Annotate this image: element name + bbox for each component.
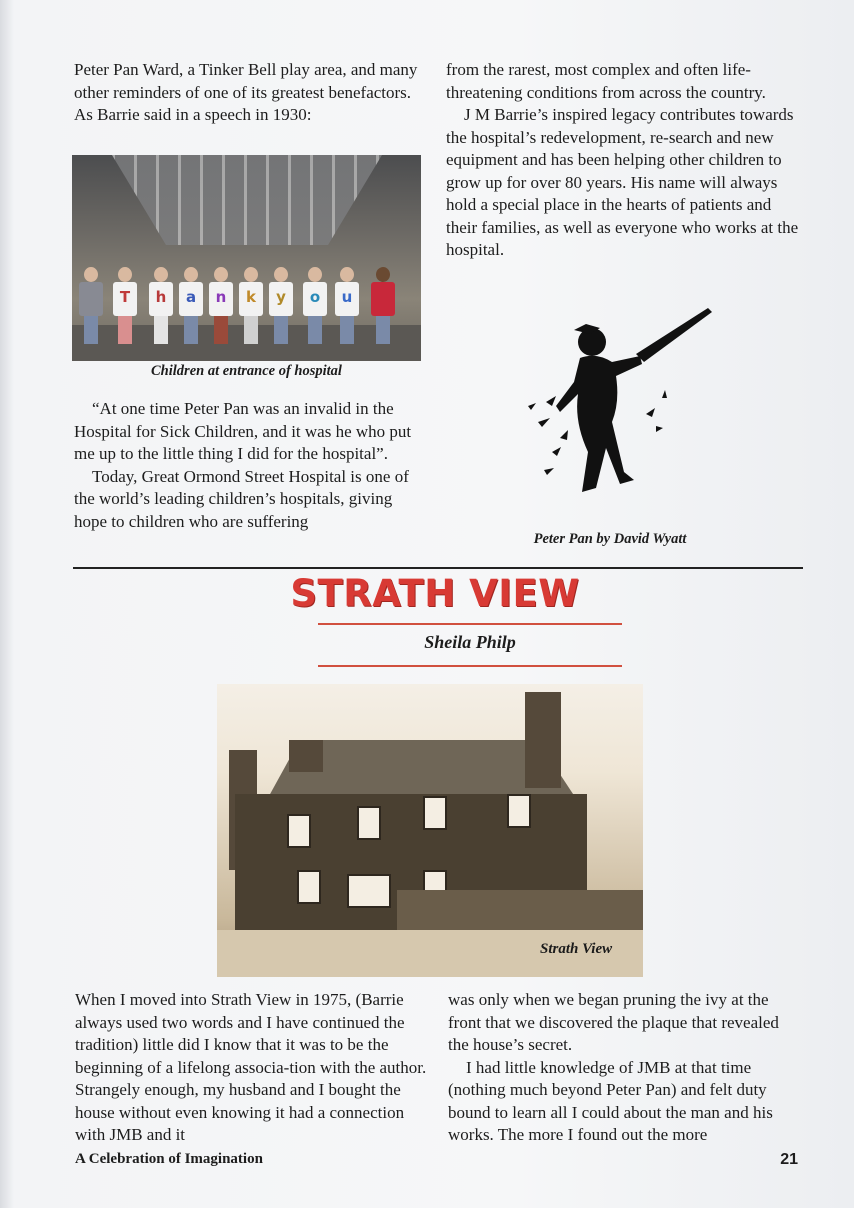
shirt-letter: T xyxy=(113,282,137,316)
shirt-letter: u xyxy=(335,282,359,316)
barrie-quote: “At one time Peter Pan was an invalid in the Hospital for Sick Children, and it was he who put me up to the little thing I did for the hospital”. xyxy=(74,399,412,463)
window xyxy=(357,806,381,840)
child-figure xyxy=(148,267,174,347)
section-divider xyxy=(73,567,803,569)
intro-paragraph: Peter Pan Ward, a Tinker Bell play area, and many other reminders of one of its greatest benefactors. As Barrie said in a speech in 1930: xyxy=(74,60,418,124)
move-in-paragraph: When I moved into Strath View in 1975, (Barrie always used two words and I have continued the tradition) little did I know that it was to be the beginning of a lifelong associa-tion with the author. Strangely enough, my husband and I bought the house without even knowing it had a connection with JMB and it xyxy=(75,990,427,1144)
strath-view-caption: Strath View xyxy=(540,941,613,957)
top-right-column xyxy=(446,59,802,262)
peter-pan-silhouette-icon xyxy=(516,302,716,514)
shirt-letter: y xyxy=(269,282,293,316)
strath-view-photo xyxy=(217,684,643,977)
garden-wall xyxy=(397,890,643,930)
chimney xyxy=(525,692,561,788)
chimney xyxy=(289,740,323,772)
footer-publication-title: A Celebration of Imagination xyxy=(75,1151,263,1167)
window xyxy=(297,870,321,904)
window xyxy=(423,796,447,830)
child-figure xyxy=(178,267,204,347)
children-photo-caption: Children at entrance of hospital xyxy=(151,363,342,379)
window xyxy=(507,794,531,828)
window xyxy=(287,814,311,848)
article-title: STRATH VIEW xyxy=(290,572,580,615)
peter-pan-caption: Peter Pan by David Wyatt xyxy=(533,531,687,547)
child-figure xyxy=(238,267,264,347)
shirt-letter xyxy=(371,282,395,316)
bottom-right-column xyxy=(448,989,800,1147)
quote-block xyxy=(74,398,424,533)
author-underline xyxy=(318,665,622,667)
shirt-letter: h xyxy=(149,282,173,316)
child-figure xyxy=(78,267,104,347)
bottom-left-column xyxy=(75,989,431,1147)
conditions-paragraph: from the rarest, most complex and often life-threatening conditions from across the country. xyxy=(446,60,766,102)
title-underline xyxy=(318,623,622,625)
child-figure xyxy=(370,267,396,347)
top-left-column xyxy=(74,59,424,127)
bay-window xyxy=(347,874,391,908)
child-figure xyxy=(334,267,360,347)
shirt-letter: a xyxy=(179,282,203,316)
article-author: Sheila Philp xyxy=(424,632,516,652)
children-photo xyxy=(72,155,421,361)
child-figure xyxy=(302,267,328,347)
legacy-paragraph: J M Barrie’s inspired legacy contributes towards the hospital’s redevelopment, re-search and new equipment and has been helping other children to grow up for over 80 years. His name will always hold a special place in the hearts of patients and their families, as well as everyone who works at the hospital. xyxy=(446,105,799,259)
shirt-letter xyxy=(79,282,103,316)
knowledge-paragraph: I had little knowledge of JMB at that time (nothing much beyond Peter Pan) and felt duty bound to learn all I could about the man and his works. The more I found out the more xyxy=(448,1057,773,1144)
child-figure xyxy=(268,267,294,347)
child-figure xyxy=(208,267,234,347)
shirt-letter: o xyxy=(303,282,327,316)
shirt-letter: k xyxy=(239,282,263,316)
plaque-paragraph: was only when we began pruning the ivy at the front that we discovered the plaque that revealed the house’s secret. xyxy=(448,990,779,1054)
shirt-letter: n xyxy=(209,282,233,316)
page-number: 21 xyxy=(780,1151,798,1168)
glass-canopy xyxy=(112,155,382,245)
child-figure xyxy=(112,267,138,347)
hospital-paragraph: Today, Great Ormond Street Hospital is one of the world’s leading children’s hospitals, giving hope to children who are suffering xyxy=(74,466,409,531)
